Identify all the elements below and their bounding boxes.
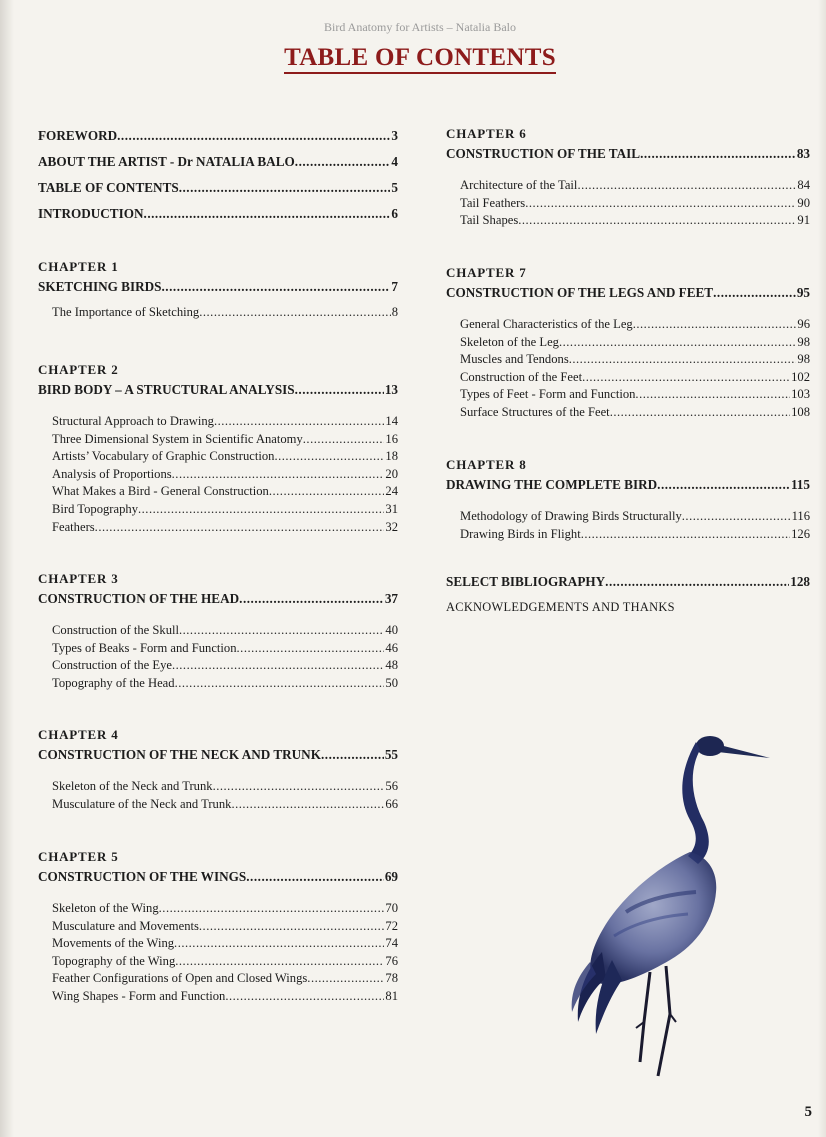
toc-section[interactable]: Topography of the Head ..... 50 — [52, 676, 398, 694]
toc-entry-foreword[interactable]: FOREWORD ..... 3 — [38, 128, 398, 154]
toc-section[interactable]: Movements of the Wing ..... 74 — [52, 936, 398, 954]
toc-section[interactable]: General Characteristics of the Leg ..... 96 — [460, 317, 810, 335]
toc-entry-about-the-artist[interactable]: ABOUT THE ARTIST - Dr NATALIA BALO ..... 4 — [38, 154, 398, 180]
chapter-label: CHAPTER 4 — [38, 727, 119, 742]
toc-chapter-title[interactable]: CONSTRUCTION OF THE HEAD ..... 37 — [38, 591, 398, 617]
toc-chapter-title[interactable]: BIRD BODY – A STRUCTURAL ANALYSIS ..... 13 — [38, 382, 398, 408]
toc-chapter-3 — [38, 571, 398, 693]
chapter-label: CHAPTER 2 — [38, 362, 119, 377]
toc-chapter-8 — [446, 457, 810, 544]
toc-entry-table-of-contents[interactable]: TABLE OF CONTENTS ..... 5 — [38, 180, 398, 206]
toc-section[interactable]: Architecture of the Tail ..... 84 — [460, 178, 810, 196]
page-number: 5 — [804, 1104, 812, 1120]
toc-chapter-4 — [38, 727, 398, 814]
toc-chapter-6 — [446, 126, 810, 231]
toc-section[interactable]: Feather Configurations of Open and Closed Wings ..... 78 — [52, 971, 398, 989]
toc-section[interactable]: Bird Topography ..... 31 — [52, 502, 398, 520]
page-title: TABLE OF CONTENTS — [0, 44, 826, 72]
toc-back-matter — [446, 574, 810, 618]
running-header: Bird Anatomy for Artists – Natalia Balo — [324, 20, 516, 34]
toc-section[interactable]: Artists’ Vocabulary of Graphic Construction ..... 18 — [52, 449, 398, 467]
toc-section[interactable]: Methodology of Drawing Birds Structurally ..... 116 — [460, 509, 810, 527]
toc-section[interactable]: Muscles and Tendons ..... 98 — [460, 352, 810, 370]
toc-chapter-5 — [38, 849, 398, 1007]
chapter-label: CHAPTER 6 — [446, 126, 527, 141]
toc-chapter-title[interactable]: CONSTRUCTION OF THE WINGS ..... 69 — [38, 869, 398, 895]
toc-section[interactable]: Skeleton of the Wing ..... 70 — [52, 901, 398, 919]
toc-chapter-title[interactable]: CONSTRUCTION OF THE TAIL ..... 83 — [446, 146, 810, 172]
toc-chapter-1 — [38, 259, 398, 323]
toc-section[interactable]: Musculature of the Neck and Trunk ..... 66 — [52, 797, 398, 815]
chapter-label: CHAPTER 1 — [38, 259, 119, 274]
chapter-label: CHAPTER 8 — [446, 457, 527, 472]
toc-section[interactable]: Surface Structures of the Feet ..... 108 — [460, 405, 810, 423]
page-edge-shadow — [818, 0, 826, 1137]
toc-section[interactable]: Analysis of Proportions ..... 20 — [52, 467, 398, 485]
chapter-label: CHAPTER 5 — [38, 849, 119, 864]
toc-section[interactable]: What Makes a Bird - General Construction ..... 24 — [52, 484, 398, 502]
toc-section[interactable]: Drawing Birds in Flight ..... 126 — [460, 527, 810, 545]
toc-section[interactable]: Three Dimensional System in Scientific Anatomy ..... 16 — [52, 432, 398, 450]
crane-illustration — [566, 722, 786, 1077]
toc-section[interactable]: Tail Shapes ..... 91 — [460, 213, 810, 231]
chapter-label: CHAPTER 7 — [446, 265, 527, 280]
toc-front-matter — [38, 128, 398, 232]
toc-section[interactable]: Feathers ..... 32 — [52, 520, 398, 538]
page-gutter-shadow — [0, 0, 14, 1137]
toc-section[interactable]: Skeleton of the Leg ..... 98 — [460, 335, 810, 353]
toc-section[interactable]: Musculature and Movements ..... 72 — [52, 919, 398, 937]
toc-entry-introduction[interactable]: INTRODUCTION ..... 6 — [38, 206, 398, 232]
toc-section[interactable]: Types of Feet - Form and Function ..... 103 — [460, 387, 810, 405]
toc-section[interactable]: Construction of the Eye ..... 48 — [52, 658, 398, 676]
toc-entry-select-bibliography[interactable]: SELECT BIBLIOGRAPHY ..... 128 — [446, 574, 810, 600]
toc-section[interactable]: Construction of the Feet ..... 102 — [460, 370, 810, 388]
toc-section[interactable]: Structural Approach to Drawing ..... 14 — [52, 414, 398, 432]
toc-chapter-title[interactable]: CONSTRUCTION OF THE LEGS AND FEET ..... 95 — [446, 285, 810, 311]
toc-chapter-title[interactable]: CONSTRUCTION OF THE NECK AND TRUNK ..... 55 — [38, 747, 398, 773]
chapter-label: CHAPTER 3 — [38, 571, 119, 586]
toc-section[interactable]: Wing Shapes - Form and Function ..... 81 — [52, 989, 398, 1007]
toc-section[interactable]: Topography of the Wing ..... 76 — [52, 954, 398, 972]
toc-section[interactable]: Types of Beaks - Form and Function ..... 46 — [52, 641, 398, 659]
toc-chapter-title[interactable]: SKETCHING BIRDS ..... 7 — [38, 279, 398, 305]
toc-chapter-title[interactable]: DRAWING THE COMPLETE BIRD ..... 115 — [446, 477, 810, 503]
toc-section[interactable]: Skeleton of the Neck and Trunk ..... 56 — [52, 779, 398, 797]
toc-chapter-2 — [38, 362, 398, 537]
toc-section[interactable]: Tail Feathers ..... 90 — [460, 196, 810, 214]
toc-entry-acknowledgements[interactable]: ACKNOWLEDGEMENTS AND THANKS — [446, 600, 675, 614]
toc-section[interactable]: The Importance of Sketching ..... 8 — [52, 305, 398, 323]
toc-section[interactable]: Construction of the Skull ..... 40 — [52, 623, 398, 641]
toc-chapter-7 — [446, 265, 810, 423]
